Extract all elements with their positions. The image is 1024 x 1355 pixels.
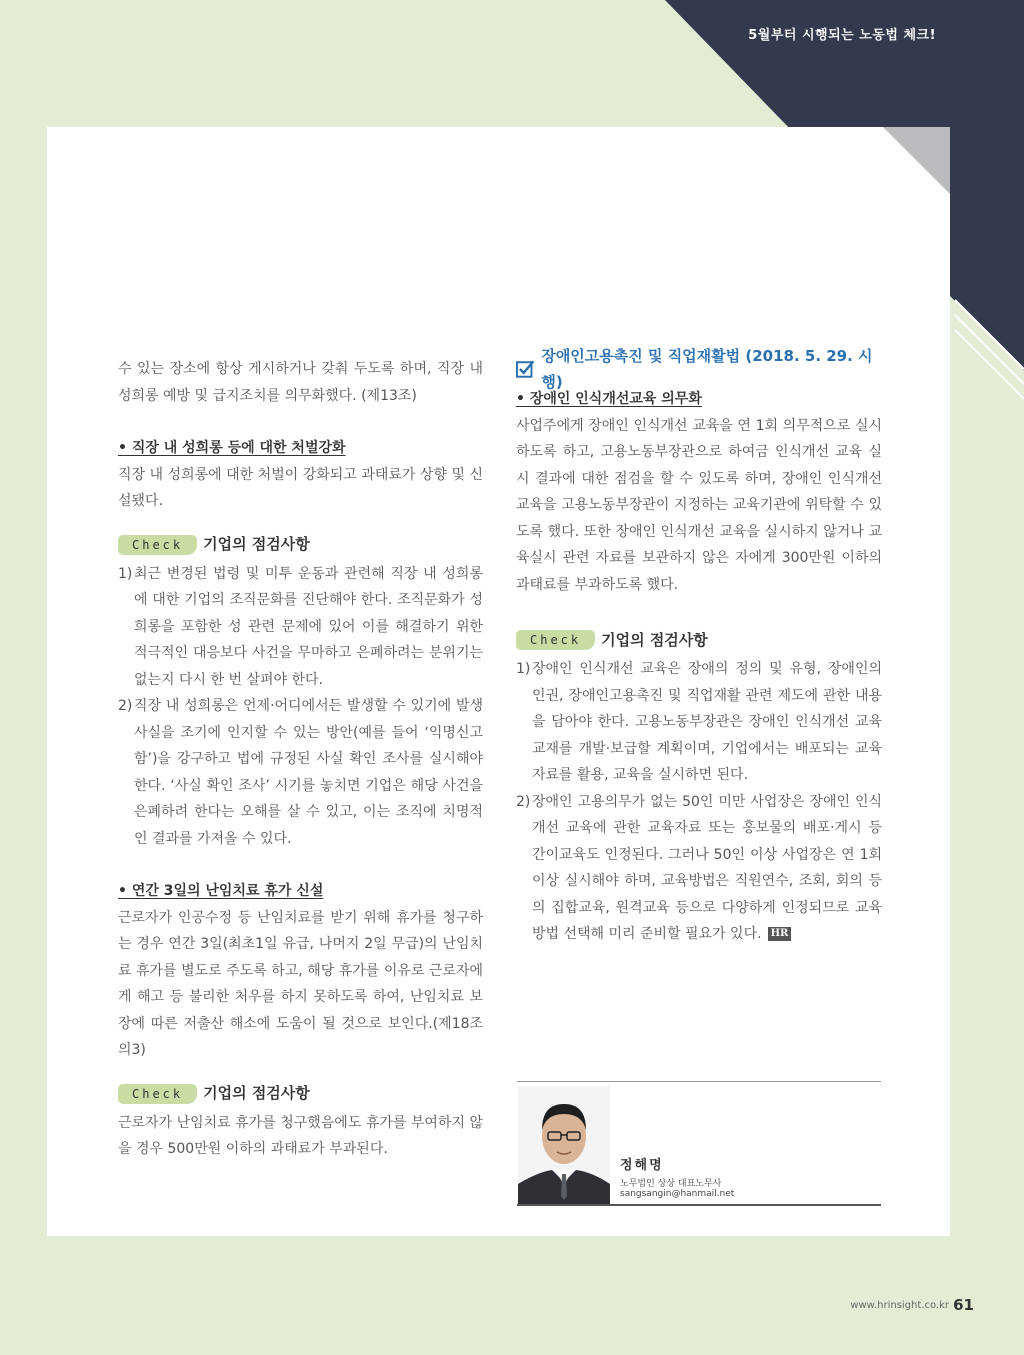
item-number: 2) — [118, 698, 133, 714]
author-divider — [517, 1081, 881, 1082]
list-item — [516, 656, 882, 789]
check-badge: Check — [118, 535, 197, 555]
check-badge: Check — [118, 1084, 197, 1104]
list-item — [516, 789, 882, 948]
item-number: 2) — [516, 793, 531, 810]
check-heading-3 — [516, 624, 882, 656]
page-number: 61 — [953, 1296, 974, 1314]
intro-paragraph: 수 있는 장소에 항상 게시하거나 갖춰 두도록 하며, 직장 내 성희롱 예방 및 급지조치를 의무화했다. (제13조) — [118, 361, 483, 404]
right-column — [516, 346, 882, 948]
author-bottom-rule — [517, 1204, 881, 1206]
hr-logo: HR — [768, 927, 792, 941]
item-text: 직장 내 성희롱은 언제·어디에서든 발생할 수 있기에 발생사실을 조기에 인지할 수 있는 방안(예를 들어 ‘익명신고함’)을 강구하고 법에 규정된 사실 확인 조사를 실시해야 한다. ‘사실 확인 조사’ 시기를 놓치면 기업은 해당 사건을 은폐하려 한다는 오해를 살 수 있고, 이는 조직에 치명적인 결과를 가져올 수 있다. — [134, 698, 483, 847]
check-title: 기업의 점검사항 — [203, 535, 310, 554]
author-name: 정해명 — [620, 1158, 664, 1173]
author-email: sangsangin@hanmail.net — [620, 1189, 735, 1199]
item-text: 최근 변경된 법령 및 미투 운동과 관련해 직장 내 성희롱에 대한 기업의 조직문화를 진단해야 한다. 조직문화가 성희롱을 포함한 성 관련 문제에 있어 이를 해결하기 위한 적극적인 대응보다 사건을 무마하고 은폐하려는 분위기는 없는지 다시 한 번 살펴야 한다. — [134, 565, 483, 688]
section-title — [516, 346, 882, 391]
bullet-body-disability-education: 사업주에게 장애인 인식개선 교육을 연 1회 의무적으로 실시하도록 하고, 고용노동부장관으로 하여금 인식개선 교육 실시 결과에 대한 점검을 할 수 있도록 하며, 장애인 인식개선 교육을 고용노동부장관이 지정하는 교육기관에 위탁할 수 있도록 했다. 또한 장애인 인식개선 교육을 실시하지 않거나 교육실시 관련 자료를 보관하지 않은 자에게 300만원 이하의 과태료를 부과하도록 했다. — [516, 417, 882, 593]
author-photo — [518, 1086, 610, 1204]
check-badge: Check — [516, 630, 595, 650]
bullet-body-infertility-leave: 근로자가 인공수정 등 난임치료를 받기 위해 휴가를 청구하는 경우 연간 3일(최초1일 유급, 나머지 2일 무급)의 난임치료 휴가를 별도로 주도록 하고, 해당 휴가를 이유로 근로자에게 해고 등 불리한 처우를 하지 못하도록 하여, 난임치료 보장에 따른 저출산 해소에 도움이 될 것으로 보인다.(제18조의3) — [118, 909, 483, 1058]
bullet-heading-infertility-leave: • 연간 3일의 난임치료 휴가 신설 — [118, 883, 324, 899]
item-number: 1) — [118, 565, 133, 582]
item-number: 1) — [516, 661, 531, 677]
check-2-body: 근로자가 난임치료 휴가를 청구했음에도 휴가를 부여하지 않을 경우 500만원 이하의 과태료가 부과된다. — [118, 1114, 483, 1157]
bullet-heading-harassment-penalty: • 직장 내 성희롱 등에 대한 처벌강화 — [118, 440, 346, 456]
list-item — [118, 561, 483, 694]
check-heading-1 — [118, 529, 483, 561]
item-text — [532, 789, 882, 948]
check-heading-2 — [118, 1078, 483, 1110]
check-title: 기업의 점검사항 — [203, 1084, 310, 1103]
bullet-body-harassment-penalty: 직장 내 성희롱에 대한 처벌이 강화되고 과태료가 상향 및 신설됐다. — [118, 466, 483, 509]
header-title: 5월부터 시행되는 노동법 체크! — [748, 28, 936, 43]
bullet-heading-disability-education: • 장애인 인식개선교육 의무화 — [516, 391, 702, 407]
item-text: 장애인 인식개선 교육은 장애의 정의 및 유형, 장애인의 인권, 장애인고용촉진 및 직업재활 관련 제도에 관한 내용을 담아야 한다. 고용노동부장관은 장애인 인식개선 교육 교재를 개발·보급할 계획이며, 기업에서는 배포되는 교육 자료를 활용, 교육을 실시하면 된다. — [532, 661, 882, 783]
list-item — [118, 693, 483, 852]
checkbox-icon — [516, 359, 535, 379]
item-text-content: 장애인 고용의무가 없는 50인 미만 사업장은 장애인 인식개선 교육에 관한 교육자료 또는 홍보물의 배포·게시 등 간이교육도 인정된다. 그러나 50인 이상 사업장은 연 1회 이상 실시해야 하며, 교육방법은 직원연수, 조회, 회의 등의 집합교육, 원격교육 등으로 다양하게 인정되므로 교육방법 선택해 미리 준비할 필요가 있다. — [532, 793, 882, 942]
left-column — [118, 356, 483, 1163]
footer-url: www.hrinsight.co.kr — [850, 1300, 949, 1311]
author-organization: 노무법인 상상 대표노무사 — [620, 1179, 722, 1189]
section-title-text: 장애인고용촉진 및 직업재활법 (2018. 5. 29. 시행) — [541, 346, 873, 391]
corner-fold-decoration — [47, 127, 950, 317]
check-title: 기업의 점검사항 — [601, 630, 708, 649]
